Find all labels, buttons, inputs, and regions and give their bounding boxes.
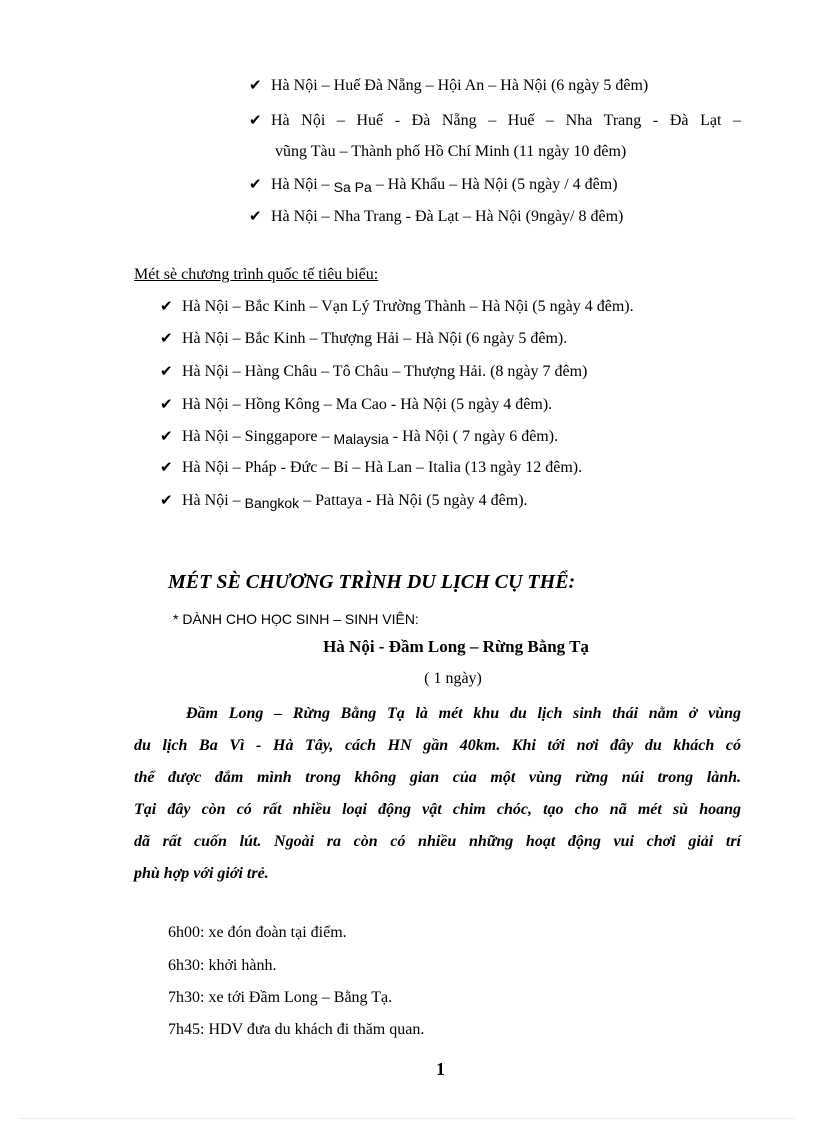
schedule-item: 7h30: xe tới Đầm Long – Bằng Tạ. xyxy=(168,989,393,1006)
domestic-route-1: ✔ Hà Nội – Huế Đà Nẵng – Hội An – Hà Nội (6 ngày 5 đêm) xyxy=(249,76,649,94)
intl-route-1: ✔ Hà Nội – Bắc Kinh – Vạn Lý Trường Thành – Hà Nội (5 ngày 4 đêm). xyxy=(160,297,634,315)
tour-duration: ( 1 ngày) xyxy=(424,670,482,687)
description-line: du lịch Ba Vì - Hà Tây, cách HN gần 40km. Khi tới nơi đây du khách có xyxy=(134,737,741,754)
schedule-item: 6h30: khởi hành. xyxy=(168,957,277,974)
checkmark-icon: ✔ xyxy=(160,362,173,380)
checkmark-icon: ✔ xyxy=(160,491,173,509)
checkmark-icon: ✔ xyxy=(249,111,262,129)
tour-title: Hà Nội - Đầm Long – Rừng Bằng Tạ xyxy=(323,637,589,656)
domestic-route-2-continued: vũng Tàu – Thành phố Hồ Chí Minh (11 ngày 10 đêm) xyxy=(275,143,627,160)
schedule-item: 7h45: HDV đưa du khách đi thăm quan. xyxy=(168,1021,425,1038)
intl-route-2: ✔ Hà Nội – Bắc Kinh – Thượng Hải – Hà Nội (6 ngày 5 đêm). xyxy=(160,329,568,347)
checkmark-icon: ✔ xyxy=(160,427,173,445)
checkmark-icon: ✔ xyxy=(160,395,173,413)
intl-route-3: ✔ Hà Nội – Hàng Châu – Tô Châu – Thượng Hải. (8 ngày 7 đêm) xyxy=(160,362,588,380)
section-title: MÉT SÈ CHƯƠNG TRÌNH DU LỊCH CỤ THỂ: xyxy=(168,571,576,593)
domestic-route-3: ✔ Hà Nội – Sa Pa – Hà Khẩu – Hà Nội (5 ngày / 4 đêm) xyxy=(249,175,618,195)
description-line: phù hợp với giới trẻ. xyxy=(134,865,269,882)
intl-route-6: ✔ Hà Nội – Pháp - Đức – Bỉ – Hà Lan – Italia (13 ngày 12 đêm). xyxy=(160,458,583,476)
intl-route-4: ✔ Hà Nội – Hồng Kông – Ma Cao - Hà Nội (5 ngày 4 đêm). xyxy=(160,395,553,413)
intl-heading: Mét sè chương trình quốc tế tiêu biểu: xyxy=(134,266,379,283)
intl-route-7: ✔ Hà Nội – Bangkok – Pattaya - Hà Nội (5 ngày 4 đêm). xyxy=(160,491,528,511)
domestic-route-2: ✔ Hà Nội – Huế - Đà Nẵng – Huế – Nha Trang - Đà Lạt – xyxy=(249,111,741,129)
checkmark-icon: ✔ xyxy=(160,297,173,315)
checkmark-icon: ✔ xyxy=(249,207,262,225)
description-line: Đầm Long – Rừng Bằng Tạ là mét khu du lịch sinh thái nằm ở vùng xyxy=(186,705,741,722)
intl-route-5: ✔ Hà Nội – Singgapore – Malaysia - Hà Nội ( 7 ngày 6 đêm). xyxy=(160,427,559,447)
checkmark-icon: ✔ xyxy=(160,329,173,347)
description-line: Tại đây còn có rất nhiều loại động vật chim chóc, tạo cho nã mét sù hoang xyxy=(134,801,741,818)
domestic-route-4: ✔ Hà Nội – Nha Trang - Đà Lạt – Hà Nội (9ngày/ 8 đêm) xyxy=(249,207,624,225)
page-number: 1 xyxy=(436,1059,445,1079)
checkmark-icon: ✔ xyxy=(249,76,262,94)
description-line: thể được đắm mình trong không gian của một vùng rừng núi trong lành. xyxy=(134,769,741,786)
audience-label: * DÀNH CHO HỌC SINH – SINH VIÊN: xyxy=(173,611,419,627)
checkmark-icon: ✔ xyxy=(249,175,262,193)
checkmark-icon: ✔ xyxy=(160,458,173,476)
description-line: dã rất cuốn lút. Ngoài ra còn có nhiều những hoạt động vui chơi giải trí xyxy=(134,833,741,850)
page-bottom-rule xyxy=(20,1118,796,1119)
schedule-item: 6h00: xe đón đoàn tại điểm. xyxy=(168,924,347,941)
